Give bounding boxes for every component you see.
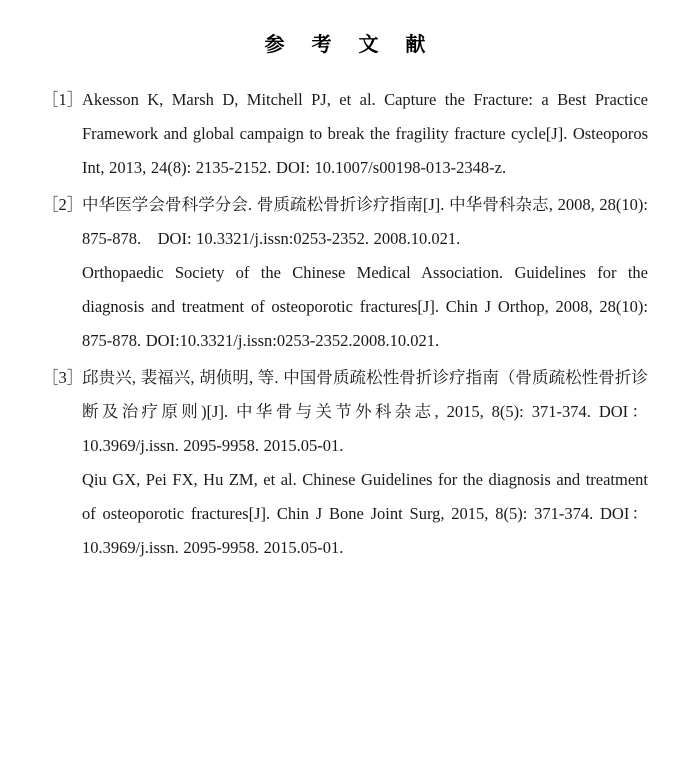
reference-content (82, 361, 648, 565)
reference-entry (42, 83, 648, 185)
reference-list (42, 83, 648, 565)
reference-text: Akesson K, Marsh D, Mitchell PJ, et al. Capture the Fracture: a Best Practice Framework and global campaign to break the fragility fracture cycle[J]. Osteoporos Int, 2013, 24(8): 2135-2152. DOI: 10.1007/s00198-013-2348-z. (82, 90, 648, 177)
reference-content (82, 83, 648, 185)
reference-entry (42, 361, 648, 565)
reference-text-english: Orthopaedic Society of the Chinese Medical Association. Guidelines for the diagnosis and treatment of osteoporotic fractures[J]. Chin J Orthop, 2008, 28(10): 875-878. DOI:10.3321/j.issn:0253-2352.2008.10.021. (82, 263, 648, 350)
reference-number: ［1］ (42, 90, 84, 109)
reference-text-chinese: 中华医学会骨科学分会. 骨质疏松骨折诊疗指南[J]. 中华骨科杂志, 2008, 28(10): 875‑878. DOI: 10.3321/j.issn:0253‑2352. 2008.10.021. (82, 195, 648, 248)
reference-text-chinese: 邱贵兴, 裴福兴, 胡侦明, 等. 中国骨质疏松性骨折诊疗指南（骨质疏松性骨折诊断及治疗原则)[J]. 中华骨与关节外科杂志, 2015, 8(5): 371‑374. DOI：10.3969/j.issn. 2095‑9958. 2015.05-01. (82, 368, 648, 455)
reference-number: ［3］ (42, 368, 84, 387)
reference-entry (42, 188, 648, 358)
page-title: 参 考 文 献 (264, 32, 436, 56)
reference-text-english: Qiu GX, Pei FX, Hu ZM, et al. Chinese Guidelines for the diagnosis and treatment of osteoporotic fractures[J]. Chin J Bone Joint Surg, 2015, 8(5): 371‑374. DOI：10.3969/j.issn. 2095‑9958. 2015.05-01. (82, 470, 648, 557)
reference-content (82, 188, 648, 358)
reference-number: ［2］ (42, 195, 84, 214)
